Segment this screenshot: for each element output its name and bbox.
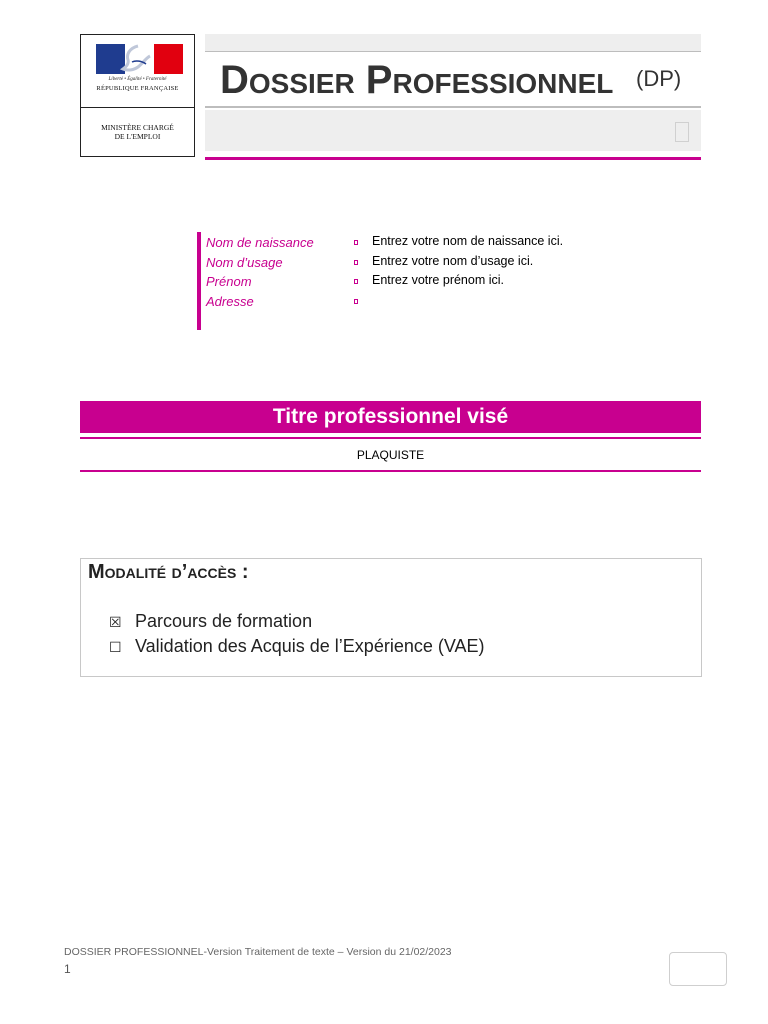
label-prenom: Prénom (206, 274, 252, 289)
identity-accent-bar (197, 232, 201, 330)
option-parcours-formation: Parcours de formation (135, 611, 313, 631)
placeholder-box-icon (675, 122, 689, 142)
label-nom-usage: Nom d’usage (206, 255, 283, 270)
field-marker-icon (354, 299, 358, 304)
logo-top-section (81, 35, 194, 107)
footer-placeholder-box (669, 952, 727, 986)
titre-rule-top (80, 437, 701, 439)
document-title: Dossier Professionnel (220, 58, 614, 102)
label-adresse: Adresse (206, 294, 254, 309)
republic-name: RÉPUBLIQUE FRANÇAISE (96, 85, 179, 92)
titre-heading: Titre professionnel visé (272, 405, 509, 428)
field-marker-icon (354, 279, 358, 284)
checkbox-parcours-formation[interactable]: ☒ (109, 614, 122, 630)
document-title-suffix: (DP) (636, 66, 682, 91)
field-marker-icon (354, 260, 358, 265)
header-grey-band (205, 110, 701, 151)
ministry-line-2: DE L'EMPLOI (114, 132, 161, 141)
option-vae: Validation des Acquis de l’Expérience (VAE) (135, 636, 485, 656)
header-accent-rule (205, 157, 701, 160)
ministry-line-1: MINISTÈRE CHARGÉ (101, 123, 174, 132)
checkbox-vae[interactable]: ☐ (109, 639, 122, 655)
french-flag-icon (96, 44, 183, 74)
modalite-heading: Modalité d’accès : (88, 561, 249, 583)
republic-motto: Liberté • Égalité • Fraternité (108, 77, 167, 82)
field-prenom[interactable]: Entrez votre prénom ici. (372, 273, 504, 287)
titre-value[interactable]: PLAQUISTE (356, 448, 425, 462)
page-number: 1 (64, 962, 71, 976)
field-nom-usage[interactable]: Entrez votre nom d’usage ici. (372, 254, 534, 268)
marianne-logo-box (80, 34, 195, 157)
header-grey-rule (205, 106, 701, 108)
marianne-profile-icon (120, 44, 154, 74)
footer-version-text: DOSSIER PROFESSIONNEL-Version Traitement de texte – Version du 21/02/2023 (64, 946, 452, 958)
ministry-name (81, 123, 194, 141)
titre-rule-bottom (80, 470, 701, 472)
field-nom-de-naissance[interactable]: Entrez votre nom de naissance ici. (372, 234, 564, 248)
label-nom-de-naissance: Nom de naissance (206, 235, 314, 250)
field-marker-icon (354, 240, 358, 245)
header-top-band (205, 34, 701, 52)
logo-divider (81, 107, 194, 108)
